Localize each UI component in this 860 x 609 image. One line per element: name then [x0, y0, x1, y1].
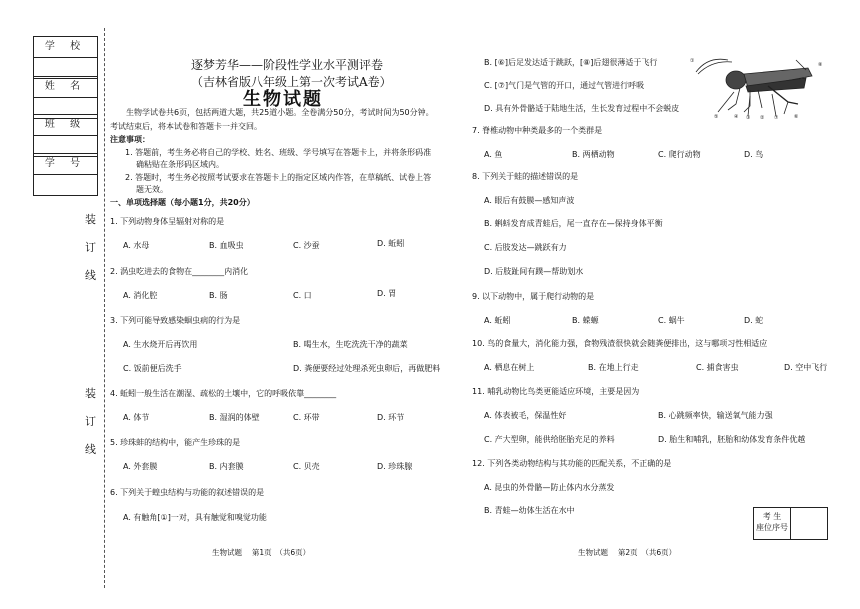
seat-number-field[interactable] — [791, 508, 827, 539]
q5-option-a: A. 外套膜 — [123, 462, 158, 471]
question-3: 3. 下列可能导致感染蛔虫病的行为是 — [110, 316, 241, 325]
footer-left: 生物试题 第1页 （共6页） — [212, 548, 311, 557]
header-line2: （吉林省版八年级上第一次考试A卷） — [191, 75, 392, 89]
q2-option-a: A. 消化腔 — [123, 291, 158, 300]
svg-text:④: ④ — [734, 114, 739, 120]
section-title: 一、单项选择题（每小题1分，共20分） — [110, 198, 255, 207]
q10-option-c: C. 捕食害虫 — [696, 363, 739, 372]
q8-option-c: C. 后肢发达—跳跃有力 — [484, 243, 567, 252]
student-no-field[interactable] — [34, 175, 97, 195]
q10-option-a: A. 栖息在树上 — [484, 363, 535, 372]
svg-text:⑧: ⑧ — [818, 62, 823, 68]
notice-1b: 确粘贴在条形码区域内。 — [136, 160, 224, 169]
binding-dash-line — [104, 28, 105, 588]
question-1: 1. 下列动物身体呈辐射对称的是 — [110, 217, 225, 226]
question-6: 6. 下列关于蝗虫结构与功能的叙述错误的是 — [110, 488, 265, 497]
q11-option-b: B. 心跳频率快，输送氧气能力强 — [658, 411, 773, 420]
q3-option-b: B. 喝生水，生吃洗洗干净的蔬菜 — [293, 340, 408, 349]
q5-option-d: D. 珍珠腺 — [377, 462, 413, 471]
q4-option-d: D. 环节 — [377, 413, 405, 422]
q7-option-c: C. 爬行动物 — [658, 150, 701, 159]
grasshopper-figure — [688, 52, 828, 120]
question-5: 5. 珍珠蚌的结构中，能产生珍珠的是 — [110, 438, 241, 447]
question-7: 7. 脊椎动物中种类最多的一个类群是 — [472, 126, 603, 135]
q9-option-b: B. 蝾螈 — [572, 316, 599, 325]
q7-option-b: B. 两栖动物 — [572, 150, 615, 159]
notice-2a: 2. 答题时，考生务必按照考试要求在答题卡上的指定区域内作答，在草稿纸、试卷上答 — [125, 173, 432, 182]
q12-option-b: B. 青蛙—幼体生活在水中 — [484, 506, 575, 515]
question-12: 12. 下列各类动物结构与其功能的匹配关系，不正确的是 — [472, 459, 672, 468]
intro-p1: 生物学试卷共6页，包括两道大题，共25道小题。全卷满分50分，考试时间为50分钟。 — [126, 108, 434, 117]
q7-option-a: A. 鱼 — [484, 150, 503, 159]
header-line1: 逐梦芳华——阶段性学业水平测评卷 — [191, 58, 384, 72]
q7-option-d: D. 鸟 — [744, 150, 764, 159]
q8-option-a: A. 眼后有鼓膜—感知声波 — [484, 196, 575, 205]
q4-option-b: B. 湿润的体壁 — [209, 413, 260, 422]
notice-2b: 题无效。 — [136, 185, 168, 194]
name-box — [33, 76, 98, 119]
q9-option-d: D. 蛇 — [744, 316, 764, 325]
binding-line-bottom: 装 订 线 — [85, 387, 96, 456]
class-box — [33, 114, 98, 157]
q12-option-a: A. 昆虫的外骨骼—防止体内水分蒸发 — [484, 483, 615, 492]
class-label: 班 级 — [34, 115, 97, 136]
student-no-box — [33, 153, 98, 196]
q1-option-c: C. 沙蚕 — [293, 241, 320, 250]
q2-option-b: B. 肠 — [209, 291, 228, 300]
question-4: 4. 蚯蚓一般生活在潮湿、疏松的土壤中，它的呼吸依靠________ — [110, 389, 337, 398]
svg-text:⑦: ⑦ — [774, 115, 779, 120]
seat-number-box — [753, 507, 828, 540]
school-box — [33, 36, 98, 79]
question-8: 8. 下列关于蛙的描述错误的是 — [472, 172, 579, 181]
svg-text:②: ② — [760, 115, 765, 120]
notice-title: 注意事项： — [110, 135, 150, 144]
svg-text:⑤: ⑤ — [714, 114, 719, 120]
q8-option-b: B. 蝌蚪发育成青蛙后，尾一直存在—保持身体平衡 — [484, 219, 663, 228]
q8-option-d: D. 后肢趾间有蹼—帮助划水 — [484, 267, 584, 276]
q5-option-b: B. 内套膜 — [209, 462, 244, 471]
q1-option-d: D. 蚯蚓 — [377, 239, 405, 248]
q4-option-c: C. 环带 — [293, 413, 320, 422]
svg-text:③: ③ — [746, 115, 751, 120]
q2-option-c: C. 口 — [293, 291, 312, 300]
question-10: 10. 鸟的食量大，消化能力强，食物残渣很快就会随粪便排出，这与哪项习性相适应 — [472, 339, 768, 348]
q10-option-d: D. 空中飞行 — [784, 363, 828, 372]
page-title: 生物试题 — [243, 89, 323, 110]
seat-number-label: 考 生 座位序号 — [754, 508, 791, 539]
svg-text:①: ① — [690, 58, 695, 64]
q5-option-c: C. 贝壳 — [293, 462, 320, 471]
q1-option-a: A. 水母 — [123, 241, 150, 250]
intro-p2: 考试结束后，将本试卷和答题卡一并交回。 — [110, 122, 262, 131]
question-2: 2. 涡虫吃进去的食物在________内消化 — [110, 267, 249, 276]
student-no-label: 学 号 — [34, 154, 97, 175]
q1-option-b: B. 血吸虫 — [209, 241, 244, 250]
q3-option-d: D. 粪便要经过处理杀死虫卵后，再做肥料 — [293, 364, 441, 373]
q9-option-c: C. 蜗牛 — [658, 316, 685, 325]
notice-1a: 1. 答题前，考生务必将自己的学校、姓名、班级、学号填写在答题卡上，并将条形码准 — [125, 148, 432, 157]
q10-option-b: B. 在地上行走 — [588, 363, 639, 372]
q6-option-b: B. [⑥]后足发达适于跳跃，[⑧]后翅很薄适于飞行 — [484, 58, 658, 67]
q6-option-a: A. 有触角[①]一对，具有触觉和嗅觉功能 — [123, 513, 267, 522]
q9-option-a: A. 蚯蚓 — [484, 316, 511, 325]
school-field[interactable] — [34, 58, 97, 78]
name-label: 姓 名 — [34, 77, 97, 98]
footer-right: 生物试题 第2页 （共6页） — [578, 548, 677, 557]
question-11: 11. 哺乳动物比鸟类更能适应环境，主要是因为 — [472, 387, 640, 396]
q3-option-a: A. 生水烧开后再饮用 — [123, 340, 198, 349]
q3-option-c: C. 饭前便后洗手 — [123, 364, 182, 373]
svg-text:⑥: ⑥ — [794, 114, 799, 120]
binding-line-top: 装 订 线 — [85, 213, 96, 282]
school-label: 学 校 — [34, 37, 97, 58]
question-9: 9. 以下动物中，属于爬行动物的是 — [472, 292, 595, 301]
q6-option-c: C. [⑦]气门是气管的开口，通过气管进行呼吸 — [484, 81, 645, 90]
q6-option-d: D. 具有外骨骼适于陆地生活，生长发育过程中不会蜕皮 — [484, 104, 680, 113]
q11-option-c: C. 产大型卵，能供给胚胎充足的养料 — [484, 435, 615, 444]
q11-option-d: D. 胎生和哺乳，胚胎和幼体发育条件优越 — [658, 435, 806, 444]
q2-option-d: D. 胃 — [377, 289, 397, 298]
q11-option-a: A. 体表被毛，保温性好 — [484, 411, 567, 420]
q4-option-a: A. 体节 — [123, 413, 150, 422]
